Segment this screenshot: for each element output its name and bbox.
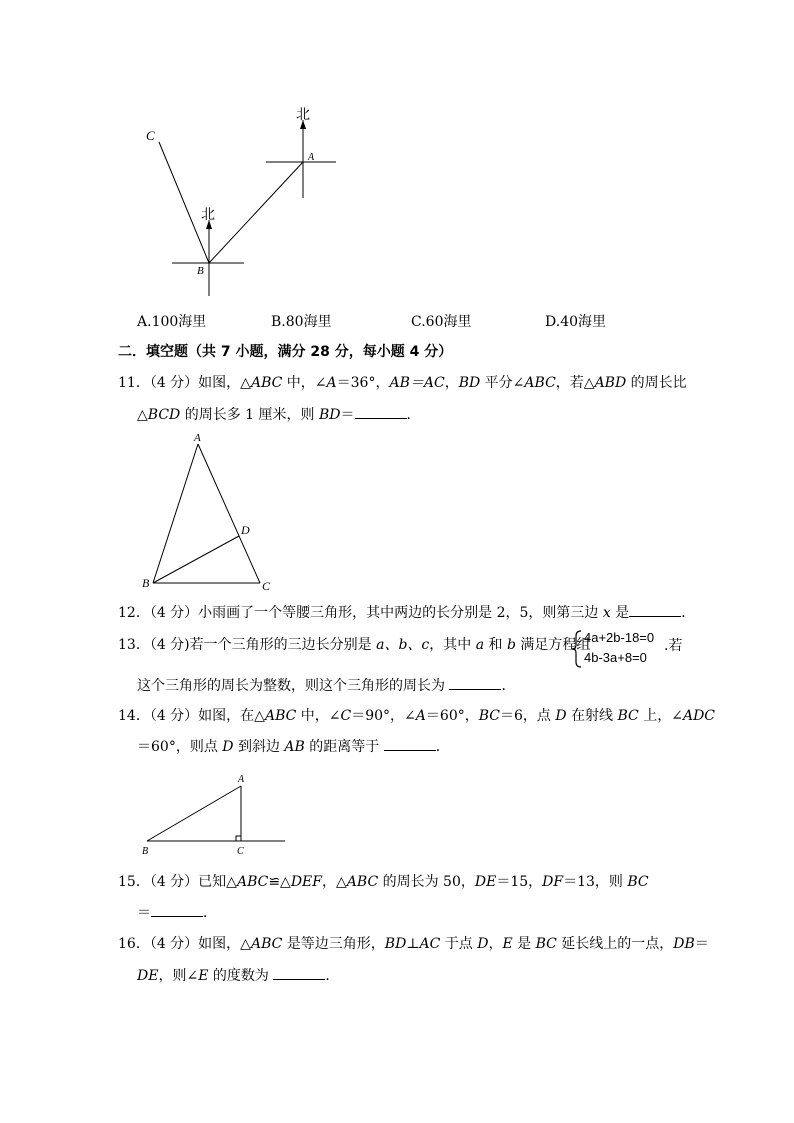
label-d: D [241,523,250,537]
label-b: B [197,265,204,277]
right-triangle-figure [138,770,290,862]
label-c: C [237,846,244,857]
question-16-line1: 16．（4 分）如图，△ABC 是等边三角形，BD⊥AC 于点 D，E 是 BC 延长线上的一点，DB＝ [118,936,709,952]
label-north-top: 北 [296,108,310,123]
equation-1: 4a+2b-18=0 [584,630,655,645]
question-11-line2: △BCD 的周长多 1 厘米，则 BD＝ ． [137,407,421,423]
label-c: C [146,128,155,143]
label-c: C [262,579,271,593]
label-north-bottom: 北 [201,208,215,223]
answer-blank-16 [273,967,325,980]
line-ba [209,162,303,263]
answer-blank-12 [629,604,681,617]
label-a: A [238,774,245,785]
question-11-line1: 11．（4 分）如图，△ABC 中，∠A＝36°，AB＝AC，BD 平分∠ABC，若△ABD 的周长比 [118,375,687,391]
question-16-line2: DE，则∠E 的度数为 ． [137,968,340,984]
option-d: D.40海里 [545,314,607,330]
question-14-line2: ＝60°，则点 D 到斜边 AB 的距离等于 ． [137,739,450,755]
right-angle-mark [236,836,241,841]
label-a: A [194,432,201,444]
option-c: C.60海里 [411,314,472,330]
equation-brace [571,630,583,668]
line-bc [159,142,209,263]
question-13-line2: 这个三角形的周长为整数，则这个三角形的周长为 ． [137,678,516,694]
answer-blank-15 [151,904,203,917]
answer-blank-11 [355,406,407,419]
label-a: A [308,152,315,163]
label-b: B [142,846,149,857]
option-a: A.100海里 [137,314,207,330]
triangle-abc-figure [135,428,280,594]
answer-blank-13 [449,677,501,690]
equation-2: 4b-3a+8=0 [584,650,647,665]
section-heading: 二．填空题（共 7 小题，满分 28 分，每小题 4 分） [118,344,453,360]
option-b: B.80海里 [271,314,332,330]
question-14-line1: 14．（4 分）如图，在△ABC 中，∠C＝90°，∠A＝60°，BC＝6，点 D 在射线 BC 上，∠ADC [118,708,715,724]
question-15-line1: 15．（4 分）已知△ABC≌△DEF，△ABC 的周长为 50，DE＝15，DF＝13，则 BC [118,874,649,890]
bearing-figure [140,100,350,305]
question-15-line2: ＝ ． [137,905,217,921]
question-13-line1: 13．（4 分)若一个三角形的三边长分别是 a、b、c，其中 a 和 b 满足方程组 [118,637,591,653]
question-13-after: .若 [664,638,683,654]
side-ac [198,444,260,583]
question-12: 12．（4 分）小雨画了一个等腰三角形，其中两边的长分别是 2，5，则第三边 x 是 ． [118,605,696,621]
answer-blank-14 [384,738,436,751]
label-b: B [142,576,150,590]
side-ab [147,786,241,841]
